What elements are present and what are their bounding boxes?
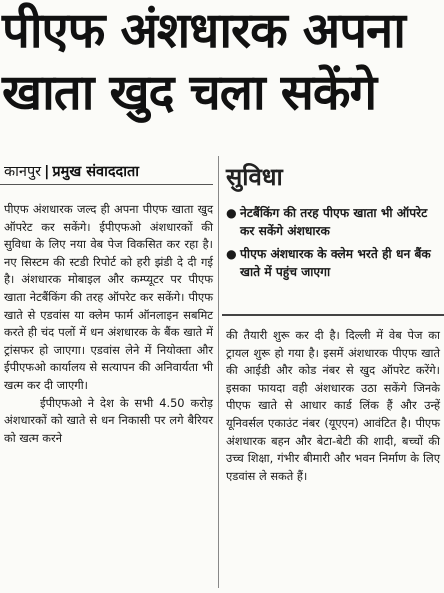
article-paragraph-3: की तैयारी शुरू कर दी है। दिल्ली में वेब पेज का ट्रायल शुरू हो गया है। इसमें अंशधारक पीएफ खाते की आईडी और कोड नंबर से खुद ऑपरेट करेंगे। इसका फायदा वही अंशधारक उठा सकेंगे जिनके पीएफ खाते से आधार कार्ड लिंक हैं और उन्हें यूनिवर्सल एकाउंट नंबर (यूएएन) आवंटित है। पीएफ अंशधारक बहन और बेटा-बेटी की शादी, बच्चों की उच्च शिक्षा, गंभीर बीमारी और भवन निर्माण के लिए एडवांस ले सकते हैं। [226, 328, 440, 483]
byline-city: कानपुर [4, 164, 42, 180]
column-divider [218, 156, 219, 588]
sidebar-list [226, 204, 440, 286]
article-left-column [4, 201, 213, 447]
headline-line-1: पीएफ अंशधारक अपना [2, 2, 405, 59]
sidebar-rule [222, 314, 444, 316]
byline-rule [0, 184, 213, 185]
article-right-column [226, 327, 440, 485]
sidebar-item-text: पीएफ अंशधारक के क्लेम भरते ही धन बैंक खाते में पहुंच जाएगा [240, 247, 431, 279]
byline [4, 161, 139, 181]
byline-reporter: प्रमुख संवाददाता [52, 164, 140, 180]
bullet-dot-icon: ● [226, 247, 237, 261]
article-paragraph-2: ईपीएफओ ने देश के सभी 4.50 करोड़ अंशधारकों को खाते से धन निकासी पर लगे बैरियर को खत्म करने [4, 395, 213, 445]
byline-separator: | [44, 164, 50, 180]
headline-line-2: खाता खुद चला सकेंगे [2, 64, 377, 121]
headline [0, 0, 444, 124]
sidebar-item [226, 204, 440, 240]
sidebar-item-text: नेटबैंकिंग की तरह पीएफ खाता भी ऑपरेट कर सकेंगे अंशधारक [240, 206, 428, 238]
sidebar-item [226, 245, 440, 281]
article-paragraph-1: पीएफ अंशधारक जल्द ही अपना पीएफ खाता खुद ऑपरेट कर सकेंगे। ईपीएफओ अंशधारकों की सुविधा के लिए नया वेब पेज विकसित कर रहा है। नए सिस्टम की स्टडी रिपोर्ट को हरी झंडी दे दी गई है। अंशधारक मोबाइल और कम्प्यूटर पर पीएफ खाता नेटबैंकिंग की तरह ऑपरेट कर सकेंगे। पीएफ खाते से एडवांस या क्लेम फार्म ऑनलाइन सबमिट करते ही चंद पलों में धन अंशधारक के बैंक खाते में ट्रांसफर हो जाएगा। एडवांस लेने में नियोक्ता और ईपीएफओ कार्यालय से सत्यापन की अनिवार्यता भी खत्म कर दी जाएगी। [4, 202, 213, 392]
sidebar-title: सुविधा [226, 163, 283, 191]
bullet-dot-icon: ● [226, 206, 237, 220]
